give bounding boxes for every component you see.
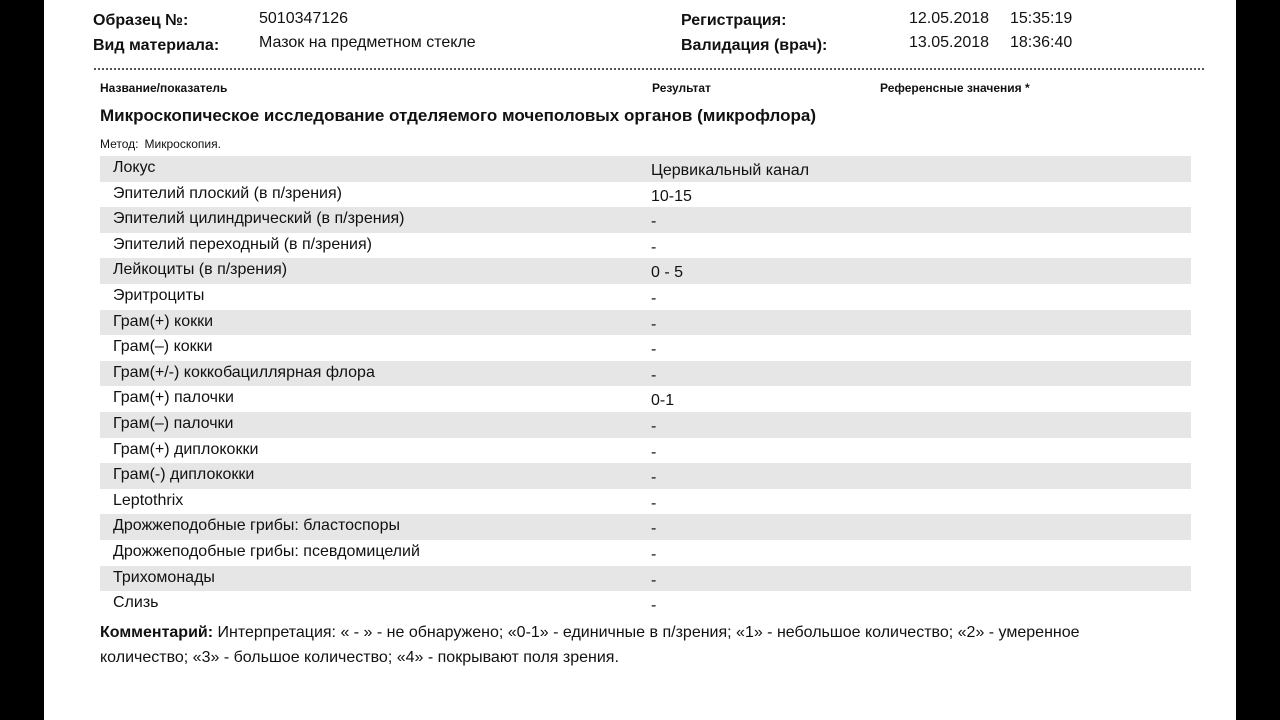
table-row — [100, 182, 1191, 208]
method-value: Микроскопия. — [144, 137, 221, 151]
column-header-reference: Референсные значения * — [880, 81, 1030, 95]
section-title: Микроскопическое исследование отделяемого мочеполовых органов (микрофлора) — [100, 106, 816, 125]
row-name: Грам(+/-) коккобациллярная флора — [113, 363, 375, 381]
row-result: - — [651, 597, 657, 615]
method-label: Метод: — [100, 137, 139, 151]
validation-time: 18:36:40 — [1010, 34, 1073, 51]
row-result: - — [651, 315, 657, 333]
row-name: Дрожжеподобные грибы: бластоспоры — [113, 517, 400, 535]
comment-label: Комментарий: — [100, 624, 214, 641]
row-name: Грам(–) кокки — [113, 338, 213, 356]
row-name: Слизь — [113, 594, 159, 612]
table-row — [100, 233, 1191, 259]
results-table — [100, 156, 1191, 617]
table-row — [100, 591, 1191, 617]
row-name: Локус — [113, 159, 156, 176]
registration-date: 12.05.2018 — [909, 10, 990, 27]
comment-block — [100, 620, 1100, 670]
table-row — [100, 258, 1191, 284]
validation-label: Валидация (врач): — [681, 37, 828, 54]
material-type-value: Мазок на предметном стекле — [259, 34, 476, 51]
method-line — [100, 137, 221, 151]
table-row — [100, 361, 1191, 387]
row-name: Грам(–) палочки — [113, 414, 234, 432]
row-result: 0-1 — [651, 392, 675, 410]
table-row — [100, 412, 1191, 438]
material-type-label: Вид материала: — [93, 37, 220, 54]
row-result: - — [651, 494, 657, 512]
column-header-name: Название/показатель — [100, 81, 228, 95]
row-name: Лейкоциты (в п/зрения) — [113, 261, 288, 279]
column-header-result: Результат — [652, 81, 711, 95]
table-row — [100, 463, 1191, 489]
comment-text: Интерпретация: « - » - не обнаружено; «0-1» - единичные в п/зрения; «1» - небольшое количество; «2» - умеренное количество; «3» - большое количество; «4» - покрывают поля зрения. — [100, 624, 1080, 666]
row-name: Грам(-) диплококки — [113, 466, 255, 484]
row-result: 0 - 5 — [651, 264, 684, 282]
dotted-divider — [94, 68, 1204, 70]
table-row — [100, 438, 1191, 464]
table-row — [100, 310, 1191, 336]
row-result: - — [651, 289, 657, 307]
row-name: Эритроциты — [113, 286, 205, 304]
row-result: - — [651, 213, 657, 231]
row-result: - — [651, 238, 657, 256]
row-name: Грам(+) палочки — [113, 389, 234, 407]
row-result: - — [651, 341, 657, 359]
row-result: - — [651, 417, 657, 435]
table-row — [100, 284, 1191, 310]
row-result: - — [651, 469, 657, 487]
table-row — [100, 566, 1191, 592]
row-result: - — [651, 545, 657, 563]
sample-number-label: Образец №: — [93, 12, 189, 29]
row-result: - — [651, 366, 657, 384]
lab-report-page — [44, 0, 1236, 720]
table-row — [100, 335, 1191, 361]
table-row — [100, 514, 1191, 540]
row-name: Эпителий плоский (в п/зрения) — [113, 184, 342, 202]
row-name: Трихомонады — [113, 568, 215, 586]
row-name: Дрожжеподобные грибы: псевдомицелий — [113, 542, 420, 560]
row-result: 10-15 — [651, 187, 692, 205]
row-name: Leptothrix — [113, 491, 184, 509]
table-row — [100, 386, 1191, 412]
table-row — [100, 540, 1191, 566]
row-result: Цервикальный канал — [651, 162, 810, 179]
row-result: - — [651, 443, 657, 461]
row-result: - — [651, 520, 657, 538]
row-name: Эпителий переходный (в п/зрения) — [113, 235, 372, 253]
row-name: Эпителий цилиндрический (в п/зрения) — [113, 210, 405, 228]
row-name: Грам(+) диплококки — [113, 440, 259, 458]
table-row — [100, 489, 1191, 515]
registration-time: 15:35:19 — [1010, 10, 1073, 27]
table-row — [100, 207, 1191, 233]
registration-label: Регистрация: — [681, 12, 787, 29]
validation-date: 13.05.2018 — [909, 34, 990, 51]
table-row — [100, 156, 1191, 182]
row-name: Грам(+) кокки — [113, 312, 214, 330]
row-result: - — [651, 571, 657, 589]
sample-number-value: 5010347126 — [259, 10, 348, 27]
